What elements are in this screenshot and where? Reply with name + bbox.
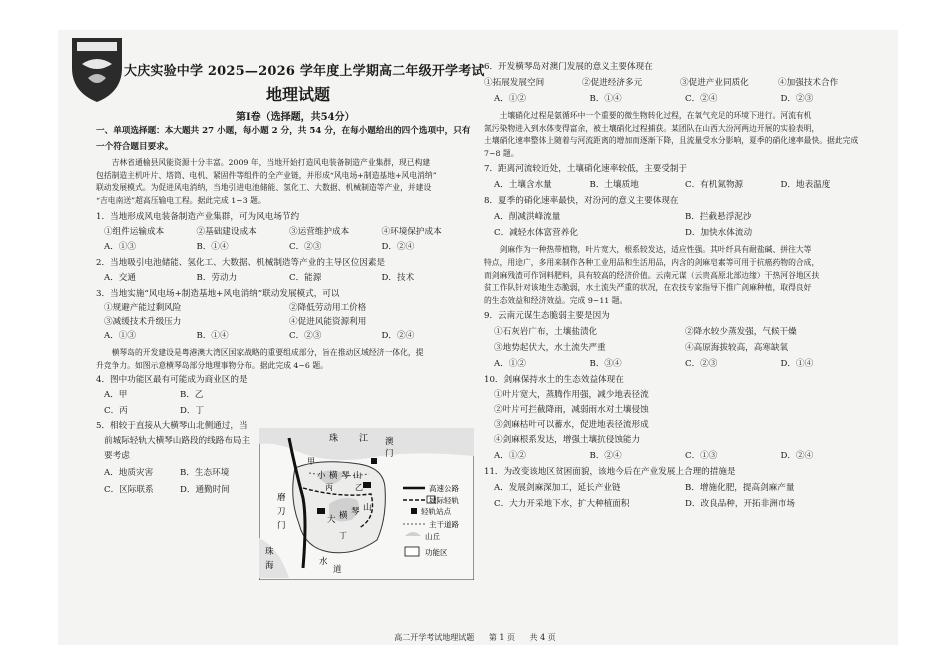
map-label: 珠 — [329, 434, 339, 444]
statement: ①拓展发展空间 — [484, 78, 545, 88]
statement: ③促进产业同质化 — [680, 78, 749, 88]
option-c[interactable]: C．②③ — [289, 242, 322, 253]
map-label: 珠 — [265, 547, 274, 557]
legend-label: 主干道路 — [429, 520, 459, 529]
statement-list — [484, 327, 876, 354]
option-b[interactable]: B．拦截悬浮泥沙 — [685, 212, 752, 223]
option-a[interactable]: A．发展剑麻深加工，延长产业链 — [494, 483, 621, 494]
question-7 — [484, 164, 876, 191]
option-b[interactable]: B．乙 — [180, 389, 204, 400]
option-a[interactable]: A．地质灾害 — [104, 467, 154, 478]
question-8 — [484, 196, 876, 239]
statement-list — [96, 227, 474, 238]
option-c[interactable]: C．能源 — [289, 273, 322, 284]
school-logo — [68, 34, 126, 104]
map-label: 琴 — [341, 471, 350, 481]
question-6 — [484, 62, 876, 105]
exam-title: 大庆实验中学 2025—2026 学年度上学期高二年级开学考试 — [124, 64, 485, 79]
footer-page-number: 第 1 页 — [488, 633, 515, 642]
map-label: 门 — [277, 521, 286, 531]
option-d[interactable]: D．②④ — [780, 451, 814, 462]
option-a[interactable]: A．①② — [494, 94, 526, 104]
option-a[interactable]: A．交通 — [104, 273, 136, 284]
answer-options — [484, 359, 876, 370]
legend-label: 轻轨站点 — [421, 507, 451, 516]
question-stem: 6．开发横琴岛对澳门发展的意义主要体现在 — [484, 62, 653, 72]
question-stem: 7．距离河流较近处，土壤硝化速率较低，主要受制于 — [484, 164, 688, 175]
question-stem: 9．云南元谋生态脆弱主要是因为 — [484, 311, 610, 322]
map-label: 江 — [359, 434, 369, 444]
answer-options — [96, 390, 256, 417]
question-stem: 5．相较于直接从大横琴山北侧通过，当 — [96, 420, 248, 431]
map-label: 乙 — [355, 483, 363, 492]
option-b[interactable]: B．②④ — [589, 451, 622, 462]
passage-2-line: 横琴岛的开发建设是粤港澳大湾区国家战略的重要组成部分，旨在推动区域经济一体化，提 — [111, 348, 424, 358]
passage-3 — [484, 110, 876, 160]
option-a[interactable]: A．甲 — [104, 389, 128, 400]
statement: ①规避产能过剩风险 — [104, 303, 182, 314]
map-label: 横 — [329, 471, 338, 481]
statement: ①组件运输成本 — [104, 227, 165, 238]
map-label: 大 — [327, 515, 336, 525]
map-label: 山 — [353, 471, 362, 481]
instructions-line1: 一、单项选择题：本大题共 27 小题，每小题 2 分，共 54 分，在每小题给出的四个选项中，只有 — [96, 126, 471, 136]
hengqin-map — [259, 428, 474, 580]
answer-options — [96, 468, 256, 496]
map-label: 横 — [339, 511, 348, 521]
option-d[interactable]: D．加快水体流动 — [685, 228, 753, 239]
statement: ②降水较少蒸发强，气候干燥 — [685, 327, 797, 338]
statement: ③剑麻枯叶可以蓄水，促进地表径流形成 — [494, 420, 649, 431]
map-label: 澳 — [385, 437, 394, 447]
statement: ③运营维护成本 — [289, 227, 350, 238]
passage-4 — [484, 244, 876, 307]
option-a[interactable]: A．土壤含水量 — [494, 180, 552, 191]
statement: ④高原海拔较高，高寒缺氧 — [685, 343, 789, 354]
passage-1-line: 包括制造主机叶片、塔筒、电机、紧固件等组件的全产业链，并形成“风电场+制造基地+风电消纳” — [96, 170, 437, 180]
question-5 — [96, 421, 256, 496]
option-d[interactable]: D．②④ — [381, 331, 415, 342]
passage-1-line: “吉电南送”超高压输电工程。据此完成 1~3 题。 — [96, 195, 266, 205]
option-c[interactable]: C．区际联系 — [104, 484, 154, 495]
statement: ②基础建设成本 — [196, 227, 257, 238]
map-label: 磨 — [277, 493, 286, 503]
map-label: 琴 — [351, 507, 360, 517]
option-a[interactable]: A．①③ — [104, 242, 136, 253]
option-b[interactable]: B．劳动力 — [196, 273, 238, 284]
option-c[interactable]: C．丙 — [104, 405, 128, 416]
right-column — [484, 62, 876, 510]
question-stem: 2．当地吸引电池储能、氢化工、大数据、机械制造等产业的主导区位因素是 — [96, 258, 386, 269]
option-b[interactable]: B．增施化肥，提高剑麻产量 — [685, 483, 795, 494]
question-11 — [484, 467, 876, 510]
option-c[interactable]: C．①③ — [685, 451, 718, 462]
option-c[interactable]: C．②④ — [685, 94, 718, 104]
statement: ①叶片宽大，蒸腾作用强，减少地表径流 — [494, 390, 649, 401]
question-stem: 3．当地实施“风电场+制造基地+风电消纳”联动发展模式，可以 — [96, 289, 340, 300]
legend-label: 功能区 — [425, 548, 448, 557]
option-d[interactable]: D．地表温度 — [780, 180, 831, 191]
map-label: 山 — [363, 503, 372, 513]
statement-list — [484, 78, 876, 89]
answer-options — [484, 451, 876, 462]
footer-exam-name: 高二开学考试地理试题 — [394, 633, 475, 642]
answer-options — [484, 94, 876, 105]
map-label: 甲 — [307, 457, 315, 466]
passage-4-line: 特点，用途广，多用来制作各种工业用品和生活用品，内含的剑麻皂素等可用于抗癌药物的合成， — [484, 257, 820, 267]
question-stem: 4．图中功能区最有可能成为商业区的是 — [96, 374, 248, 385]
subject-title: 地理试题 — [266, 85, 331, 104]
passage-1 — [96, 157, 474, 207]
question-4 — [96, 375, 256, 417]
legend-label: 高速公路 — [429, 484, 459, 493]
passage-4-line: 剑麻作为一种热带植物，叶片宽大，根系较发达，适应性强。其叶纤具有耐盐碱、拼往大等 — [499, 245, 812, 255]
statement: ④促进风能资源利用 — [289, 317, 367, 328]
question-stem: 8．夏季的硝化速率最快，对汾河的意义主要体现在 — [484, 196, 679, 207]
answer-options — [96, 273, 474, 284]
statement: ④剑麻根系发达，增强土壤抗侵蚀能力 — [494, 435, 641, 446]
option-d[interactable]: D．改良品种，开拓非洲市场 — [685, 499, 796, 510]
option-b[interactable]: B．①④ — [196, 242, 229, 253]
passage-2-line: 升竞争力。如图示意横琴岛部分地理事物分布。据此完成 4~6 题。 — [96, 360, 328, 370]
option-d[interactable]: D．技术 — [381, 273, 415, 284]
option-b[interactable]: B．①④ — [196, 331, 229, 342]
option-d[interactable]: D．①④ — [780, 359, 814, 370]
passage-4-line: 的生态效益和经济效益。完成 9~11 题。 — [484, 295, 628, 305]
section-title: 第Ⅰ卷（选择题，共54分） — [236, 112, 355, 123]
option-a[interactable]: A．削减洪峰流量 — [494, 212, 561, 223]
page-footer — [0, 632, 950, 643]
instructions-line2: 一个符合题目要求。 — [96, 142, 174, 152]
statement-list — [96, 303, 474, 328]
map-label: 丙 — [325, 483, 333, 492]
statement: ①石灰岩广布，土壤盐渍化 — [494, 327, 598, 338]
option-d[interactable]: D．通勤时间 — [180, 484, 230, 495]
passage-4-line: 贫工作队针对该地生态脆弱，水土流失严重的状况，在农技专家指导下推广剑麻种植，取得良好 — [484, 283, 812, 293]
answer-options — [484, 483, 876, 510]
map-label: 道 — [333, 565, 342, 575]
question-9 — [484, 311, 876, 370]
passage-2 — [96, 347, 474, 372]
option-a[interactable]: A．①② — [494, 359, 526, 370]
passage-3-line: 土壤硝化速率整体上随着与河流距离的增加而逐渐下降，且流量受水分影响，夏季的硝化速率最快。据此完成 7~8 题。 — [484, 136, 859, 158]
option-c[interactable]: C．②③ — [289, 331, 322, 342]
legend-label: 城际轻轨 — [429, 496, 459, 505]
question-stem: 10．剑麻保持水土的生态效益体现在 — [484, 375, 624, 386]
option-d[interactable]: D．丁 — [180, 405, 205, 416]
question-3 — [96, 289, 474, 342]
answer-options — [484, 212, 876, 239]
option-d[interactable]: D．②③ — [780, 94, 814, 104]
question-stem: 1．当地形成风电装备制造产业集群，可为风电场节约 — [96, 212, 300, 223]
question-2 — [96, 258, 474, 284]
option-c[interactable]: C．有机氮物源 — [685, 180, 744, 191]
passage-3-line: 氮污染物进入到水体变得富余，被土壤硝化过程捕获。某团队在山西大汾河两边开展的实验表明， — [484, 123, 820, 133]
option-b[interactable]: B．土壤质地 — [589, 180, 639, 191]
question-1 — [96, 212, 474, 253]
footer-page-total: 共 4 页 — [529, 633, 556, 642]
statement: ④环境保护成本 — [381, 227, 442, 238]
passage-1-line: 吉林省通榆县风能资源十分丰富。2009 年，当地开始打造风电装备制造产业集群，现已构建 — [111, 158, 431, 167]
statement: ④加强技术合作 — [778, 78, 839, 88]
answer-options — [484, 180, 876, 191]
question-stem: 11．为改变该地区贫困面貌，该地今后在产业发展上合理的措施是 — [484, 467, 736, 478]
map-label: 小 — [317, 471, 326, 481]
map-label: 门 — [385, 449, 394, 459]
statement: ③地势起伏大，水土流失严重 — [494, 343, 606, 354]
option-a[interactable]: A．①② — [494, 451, 526, 462]
statement: ③减缓技术升级压力 — [104, 317, 182, 328]
option-b[interactable]: B．生态环境 — [180, 467, 230, 478]
passage-3-line: 土壤硝化过程是氨循环中一个重要的微生物转化过程，在氧气充足的环境下进行。河流有机 — [499, 111, 812, 120]
option-a[interactable]: A．①③ — [104, 331, 136, 342]
option-b[interactable]: B．①④ — [589, 94, 622, 104]
statement: ②促进经济多元 — [582, 78, 643, 88]
map-label: 刀 — [277, 507, 286, 517]
map-label: 海 — [265, 561, 274, 571]
statement: ②叶片可拦截降雨，减弱雨水对土壤侵蚀 — [494, 405, 649, 416]
passage-1-line: 联动发展模式。为促进风电消纳，当地引进电池储能、氢化工、大数据、机械制造等产业，并建设 — [96, 183, 432, 193]
option-b[interactable]: B．③④ — [589, 359, 622, 370]
option-c[interactable]: C．②③ — [685, 359, 718, 370]
passage-4-line: 而剑麻残渣可作饲料肥料，具有较高的经济价值。云南元谋（云贵高原北部边缘）干热河谷地区扶 — [484, 270, 820, 280]
question-stem: 要考虑 — [104, 450, 130, 461]
answer-options — [96, 331, 474, 342]
answer-options — [96, 242, 474, 253]
option-d[interactable]: D．②④ — [381, 242, 415, 253]
map-label: 水 — [319, 557, 328, 567]
option-c[interactable]: C．减轻水体富营养化 — [494, 228, 578, 239]
question-10 — [484, 375, 876, 462]
legend-label: 山丘 — [425, 532, 440, 541]
statement: ②降低劳动用工价格 — [289, 303, 367, 314]
map-label: 丁 — [339, 531, 347, 540]
option-c[interactable]: C．大力开采地下水，扩大种植面积 — [494, 499, 630, 510]
question-stem: 前城际轻轨大横琴山路段的线路布局主 — [104, 435, 251, 446]
